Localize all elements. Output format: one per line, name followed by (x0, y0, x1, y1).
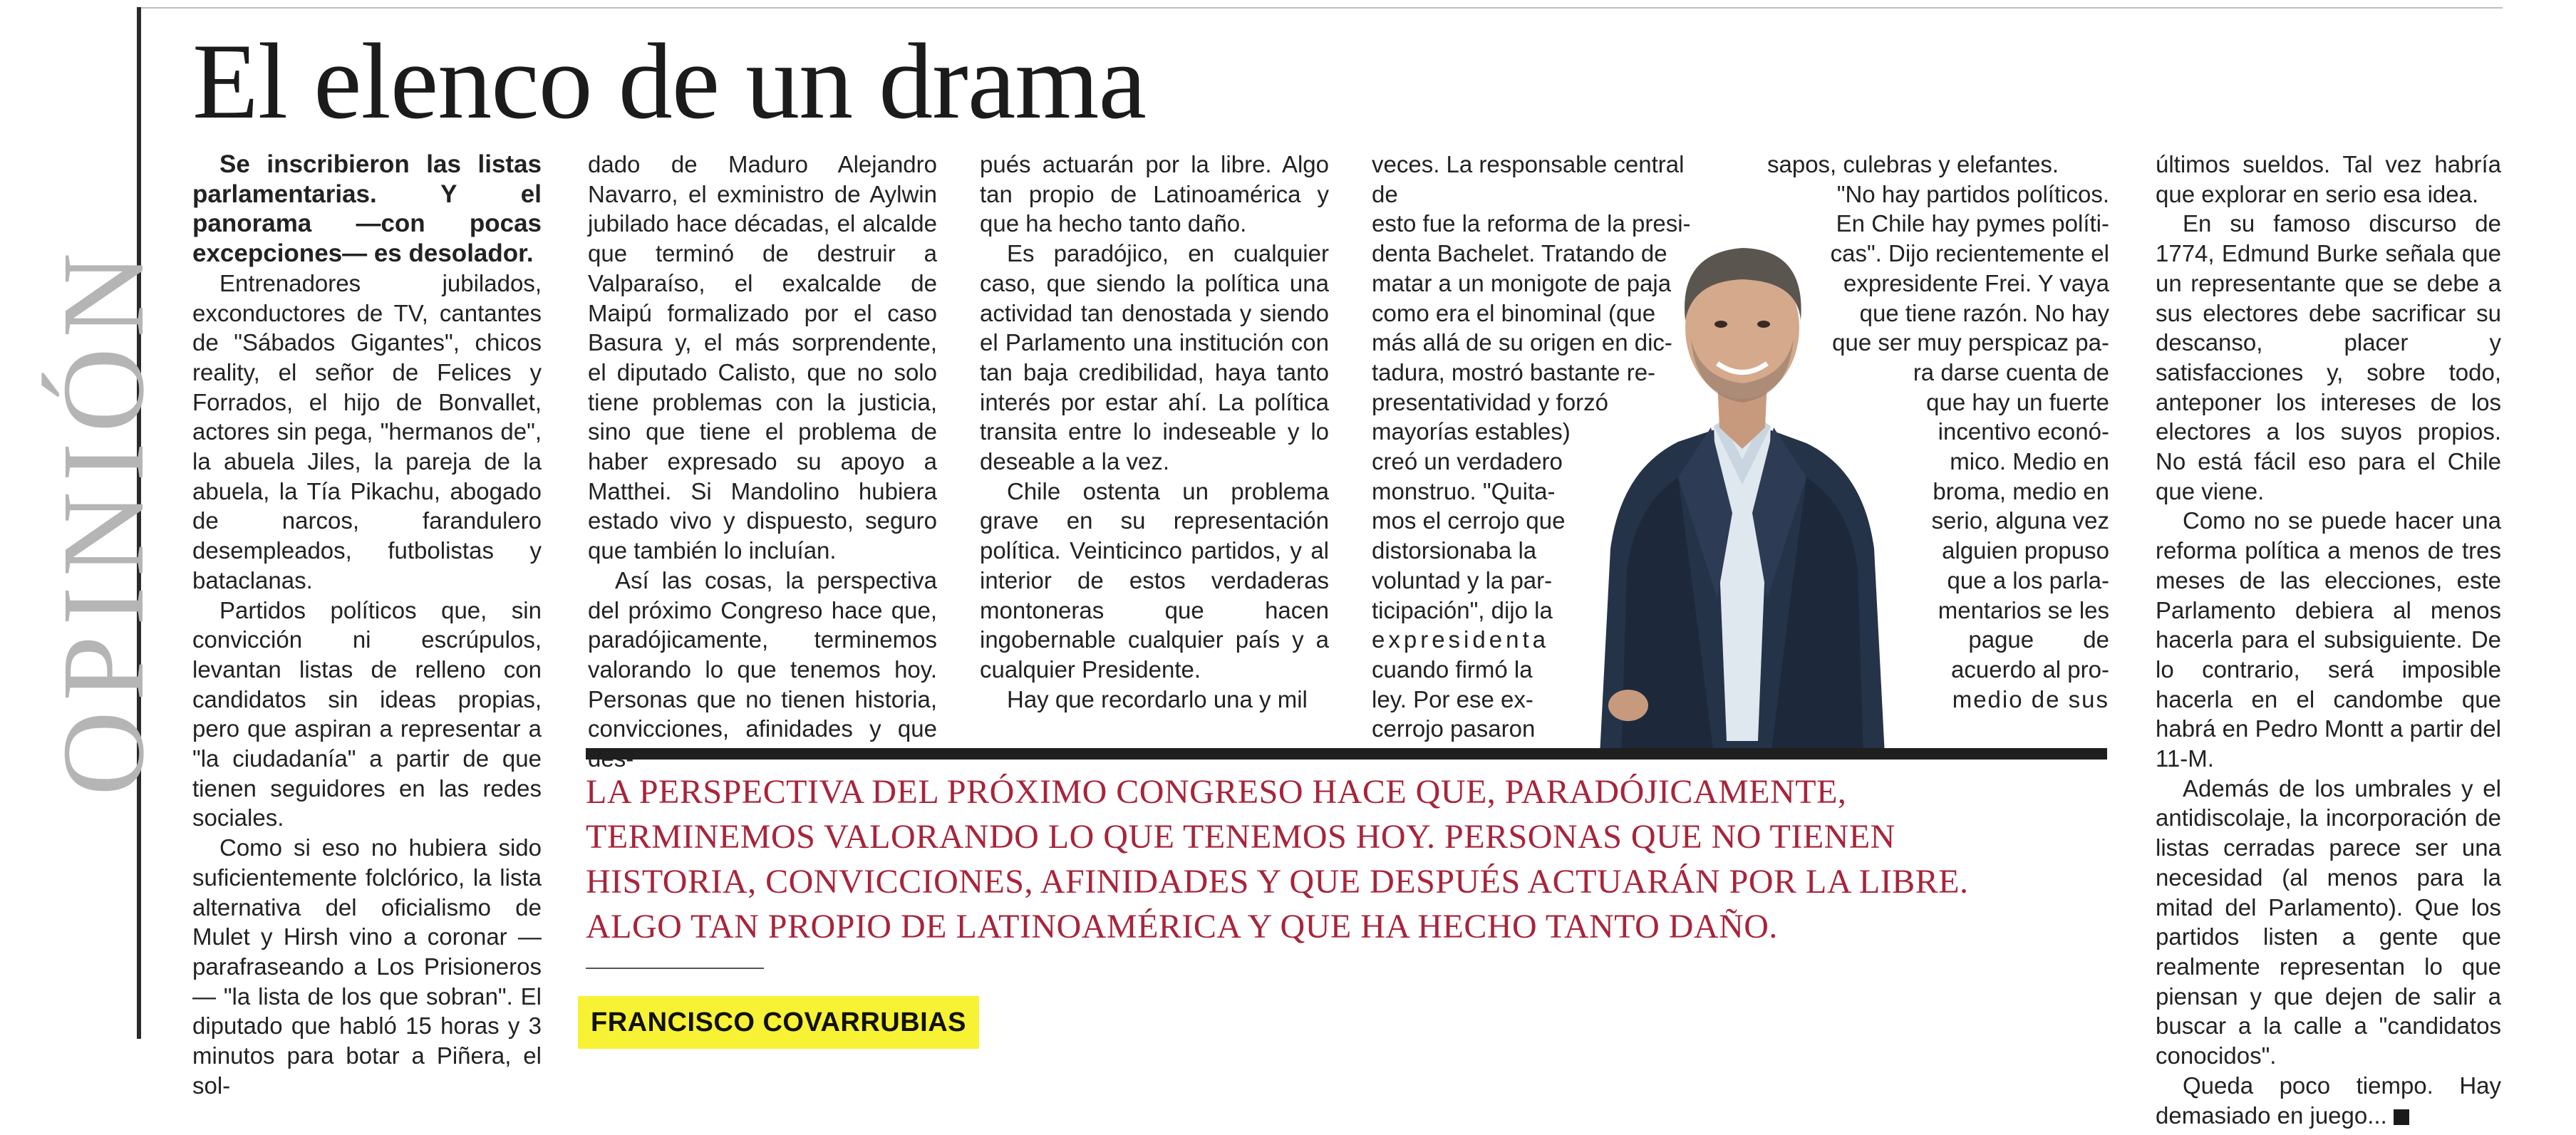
text-line: veces. La responsable central de (1372, 151, 1685, 207)
pull-quote-line: ALGO TAN PROPIO DE LATINOAMÉRICA Y QUE HA HECHO TANTO DAÑO. (586, 908, 1778, 945)
paragraph: Además de los umbrales y el antidiscolaje, la incorporación de listas cerradas parece ser una necesidad (al menos para la mitad del Parlamento). Que los partidos listen a gente que realmente representan lo que piensan y que dejen de salir a buscar a la calle a "candidatos conocidos". (2156, 774, 2501, 1069)
author-photo (1571, 214, 1913, 755)
paragraph: dado de Maduro Alejandro Navarro, el exministro de Aylwin jubilado hace décadas, el alcalde que terminó de destruir a Valparaíso, el exalcalde de Maipú formalizado por el caso Basura y, el más sorprendente, el diputado Calisto, que no solo tiene problemas con la justicia, sino que tiene el problema de haber expresado su apoyo a Matthei. Si Mandolino hubiera estado vivo y dispuesto, seguro que también lo incluían. (588, 151, 937, 564)
text-line: pague de (1968, 626, 2109, 653)
column-1 (192, 150, 542, 1099)
top-rule (137, 7, 2503, 9)
paragraph: Como no se puede hacer una reforma política a menos de tres meses de las elecciones, este Parlamento debiera al menos hacerla para el subsiguiente. De lo contrario, será imposible hacerla en el candombe que habrá en Pedro Montt a partir del 11-M. (2156, 507, 2501, 772)
pull-quote-separator (586, 968, 764, 969)
closing-text: Queda poco tiempo. Hay demasiado en juego... (2156, 1072, 2501, 1129)
text-line: monstruo. "Quita- (1372, 477, 1556, 504)
text-line: medio de sus (1952, 685, 2109, 712)
text-line: que a los parla- (1947, 566, 2109, 594)
paragraph: Es paradójico, en cualquier caso, que siendo la política una actividad tan denostada y siendo el Parlamento una institución con tan baja credibilidad, haya tanto interés por estar ahí. La política transita entre lo indeseable y lo deseable a la vez. (980, 240, 1329, 475)
text-line: denta Bachelet. Tratando de (1372, 240, 1667, 267)
text-line: presentatividad y forzó (1372, 388, 1609, 415)
text-line: ra darse cuenta de (1913, 358, 2109, 385)
paragraph: Entrenadores jubilados, exconductores de TV, cantantes de "Sábados Gigantes", chicos reality, el señor de Felices y Forrados, el hijo de Bonvallet, actores sin pega, "hermanos de", la abuela Jiles, la pareja de la abuela, la Tía Pikachu, abogado de narcos, farandulero desempleados, futbolistas y bataclanas. (192, 269, 542, 594)
paragraph: Chile ostenta un problema grave en su representación política. Veinticinco partidos, y al interior de estos verdaderas montoneras que hacen ingobernable cualquier país y a cualquier Presidente. (980, 477, 1329, 683)
text-line: mentarios se les (1938, 596, 2109, 623)
paragraph: pués actuarán por la libre. Algo tan propio de Latinoamérica y que ha hecho tanto daño. (980, 151, 1329, 237)
paragraph: Hay que recordarlo una y mil (1007, 685, 1308, 712)
lead-paragraph: Se inscribieron las listas parlamentarias. Y el panorama —con pocas excepciones— es desolador. (192, 150, 542, 268)
headline: El elenco de un drama (192, 21, 1146, 141)
paragraph: Como si eso no hubiera sido suficientemente folclórico, la lista alternativa del oficialismo de Mulet y Hirsh vino a coronar —parafraseando a Los Prisioneros— "la lista de los que sobran". El diputado que habló 15 horas y 3 minutos para botar a Piñera, el sol- (192, 834, 542, 1099)
paragraph: Así las cosas, la perspectiva del próximo Congreso hace que, paradójicamente, terminemos valorando lo que tenemos hoy. Personas que no tienen historia, convicciones, afinidades y que (588, 566, 937, 742)
text-line: como era el binominal (que (1372, 299, 1656, 326)
text-line: ticipación", dijo la (1372, 596, 1553, 623)
text-line: cuando firmó la (1372, 655, 1533, 683)
text-line: sapos, culebras y elefantes. (1767, 151, 2059, 177)
text-line: serio, alguna vez (1931, 507, 2109, 534)
text-line: que hay un fuerte (1926, 388, 2109, 415)
text-line: mos el cerrojo que (1372, 507, 1566, 534)
paragraph: Partidos políticos que, sin convicción ni escrúpulos, levantan listas de relleno con candidatos sin ideas propias, pero que aspiran a representar a "la ciudadanía" a partir de que tienen seguidores en las redes sociales. (192, 596, 542, 831)
text-line: En Chile hay pymes políti- (1836, 210, 2109, 237)
end-square-icon (2394, 1109, 2409, 1125)
paragraph: últimos sueldos. Tal vez habría que explorar en serio esa idea. (2156, 151, 2501, 207)
column-6 (2156, 150, 2501, 1129)
text-line: que tiene razón. No hay (1859, 299, 2109, 326)
text-line: incentivo econó- (1938, 418, 2109, 445)
text-line: cas". Dijo recientemente el (1830, 240, 2109, 267)
text-line: esto fue la reforma de la presi- (1372, 210, 1691, 237)
text-line: mico. Medio en (1950, 448, 2109, 475)
paragraph: En su famoso discurso de 1774, Edmund Burke señala que un representante que se debe a sus electores debe sacrificar su descanso, placer y satisfacciones y, sobre todo, anteponer los intereses de los electores a los suyos propios. No está fácil eso para el Chile que viene. (2156, 210, 2501, 504)
text-line: broma, medio en (1933, 477, 2109, 504)
author-byline: FRANCISCO COVARRUBIAS (578, 996, 979, 1049)
pull-quote-line: LA PERSPECTIVA DEL PRÓXIMO CONGRESO HACE QUE, PARADÓJICAMENTE, (586, 773, 1847, 811)
text-line: que ser muy perspicaz pa- (1832, 329, 2109, 356)
pull-quote-line: TERMINEMOS VALORANDO LO QUE TENEMOS HOY. PERSONAS QUE NO TIENEN (586, 818, 1895, 856)
paragraph (2156, 1071, 2501, 1130)
text-line: matar a un monigote de paja (1372, 269, 1672, 296)
text-line: más allá de su origen en dic- (1372, 329, 1672, 356)
text-line: alguien propuso (1942, 537, 2109, 564)
text-line: distorsionaba la (1372, 537, 1537, 564)
text-line: mayorías estables) (1372, 418, 1571, 445)
pull-quote (586, 769, 2111, 949)
pull-quote-rule (586, 748, 2107, 760)
text-line: acuerdo al pro- (1951, 655, 2109, 683)
text-line: ley. Por ese ex- (1372, 685, 1533, 712)
text-line: creó un verdadero (1372, 448, 1563, 475)
text-line: "No hay partidos políticos. (1836, 180, 2109, 207)
text-line: tadura, mostró bastante re- (1372, 358, 1656, 385)
pull-quote-line: HISTORIA, CONVICCIONES, AFINIDADES Y QUE DESPUÉS ACTUARÁN POR LA LIBRE. (586, 863, 1969, 901)
text-line: cerrojo pasaron (1372, 715, 1536, 742)
section-label: OPINIÓN (38, 242, 168, 796)
text-line: voluntad y la par- (1372, 566, 1553, 594)
text-line: expresidenta (1372, 626, 1549, 653)
text-line: expresidente Frei. Y vaya (1843, 269, 2109, 296)
